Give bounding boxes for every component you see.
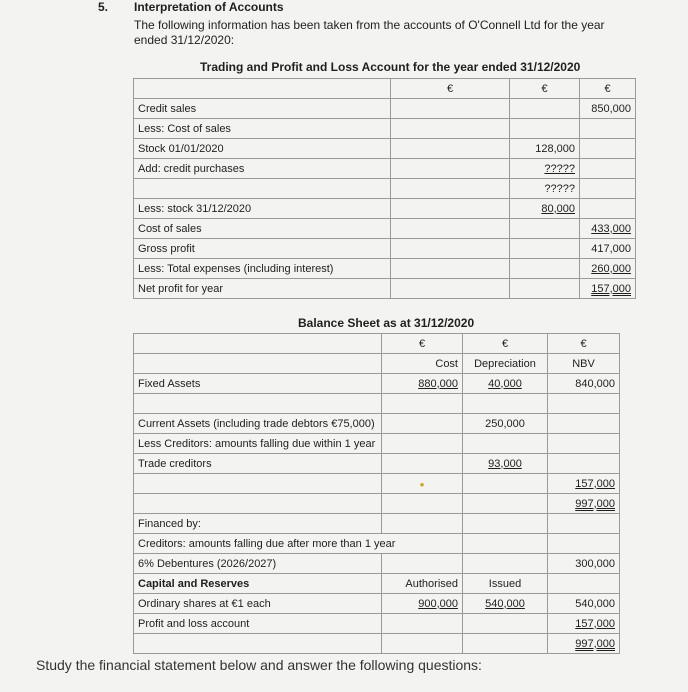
profit-loss-label: Profit and loss account [134,614,382,634]
table-row [134,279,636,299]
current-assets-amount: 250,000 [463,414,548,434]
net-profit-total: 157,000 [580,279,636,299]
table-row [134,494,620,514]
table-row [134,534,620,554]
profit-loss-total: 157,000 [548,614,620,634]
currency-symbol: € [463,334,548,354]
currency-symbol: € [580,79,636,99]
total-net-assets: 997,000 [548,494,620,514]
balance-sheet-table [133,333,620,654]
opening-stock-label: Stock 01/01/2020 [134,139,391,159]
table-row [134,79,636,99]
fixed-assets-label: Fixed Assets [134,374,382,394]
issued-amount: 540,000 [463,594,548,614]
stray-dot-mark: ● [419,479,425,489]
opening-stock-amount: 128,000 [510,139,580,159]
gross-profit-total: 417,000 [580,239,636,259]
grand-total: 997,000 [548,634,620,654]
credit-purchases-label: Add: credit purchases [134,159,391,179]
table-row [134,554,620,574]
trading-account-title: Trading and Profit and Loss Account for the year ended 31/12/2020 [200,60,581,74]
cost-of-sales-label: Cost of sales [134,219,391,239]
table-row [134,454,620,474]
currency-symbol: € [391,79,510,99]
table-row [134,434,620,454]
table-row [134,199,636,219]
table-row [134,394,620,414]
table-row [134,219,636,239]
currency-symbol: € [510,79,580,99]
table-row [134,139,636,159]
authorised-amount: 900,000 [382,594,463,614]
currency-symbol: € [382,334,463,354]
total-expenses-label: Less: Total expenses (including interest) [134,259,391,279]
issued-header: Issued [463,574,548,594]
gross-profit-label: Gross profit [134,239,391,259]
creditors-after-year-label: Creditors: amounts falling due after more than 1 year [134,534,463,554]
financed-by-label: Financed by: [134,514,382,534]
table-row [134,99,636,119]
cost-of-sales-heading: Less: Cost of sales [134,119,391,139]
currency-symbol: € [548,334,620,354]
capital-reserves-label: Capital and Reserves [134,574,382,594]
intro-text: The following information has been taken from the accounts of O'Connell Ltd for the year [134,18,605,32]
debentures-label: 6% Debentures (2026/2027) [134,554,382,574]
ordinary-shares-total: 540,000 [548,594,620,614]
table-row [134,474,620,494]
table-row [134,414,620,434]
intro-text-cont: ended 31/12/2020: [134,33,235,47]
cost-of-sales-total: 433,000 [580,219,636,239]
table-row [134,374,620,394]
trade-creditors-label: Trade creditors [134,454,382,474]
depreciation-header: Depreciation [463,354,548,374]
net-profit-label: Net profit for year [134,279,391,299]
table-row [134,119,636,139]
closing-stock-label: Less: stock 31/12/2020 [134,199,391,219]
question-title: Interpretation of Accounts [134,0,284,14]
table-row [134,594,620,614]
table-row [134,159,636,179]
question-number: 5. [98,0,109,14]
balance-sheet-title: Balance Sheet as at 31/12/2020 [298,316,475,330]
table-row [134,354,620,374]
footer-instruction: Study the financial statement below and answer the following questions: [36,657,482,673]
fixed-assets-nbv: 840,000 [548,374,620,394]
credit-purchases-amount: ????? [510,159,580,179]
subtotal-amount: ????? [510,179,580,199]
debentures-amount: 300,000 [548,554,620,574]
credit-sales-label: Credit sales [134,99,391,119]
current-assets-label: Current Assets (including trade debtors €75,000) [134,414,382,434]
trading-account-table [133,78,636,299]
total-expenses-total: 260,000 [580,259,636,279]
creditors-within-year-label: Less Creditors: amounts falling due within 1 year [134,434,382,454]
ordinary-shares-label: Ordinary shares at €1 each [134,594,382,614]
table-row [134,259,636,279]
table-row [134,574,620,594]
authorised-header: Authorised [382,574,463,594]
table-row [134,614,620,634]
trade-creditors-amount: 93,000 [463,454,548,474]
cost-header: Cost [382,354,463,374]
nbv-header: NBV [548,354,620,374]
table-row [134,334,620,354]
fixed-assets-depreciation: 40,000 [463,374,548,394]
table-row [134,514,620,534]
closing-stock-amount: 80,000 [510,199,580,219]
table-row [134,239,636,259]
table-row [134,179,636,199]
fixed-assets-cost: 880,000 [382,374,463,394]
credit-sales-total: 850,000 [580,99,636,119]
table-row [134,634,620,654]
working-capital-amount: 157,000 [548,474,620,494]
